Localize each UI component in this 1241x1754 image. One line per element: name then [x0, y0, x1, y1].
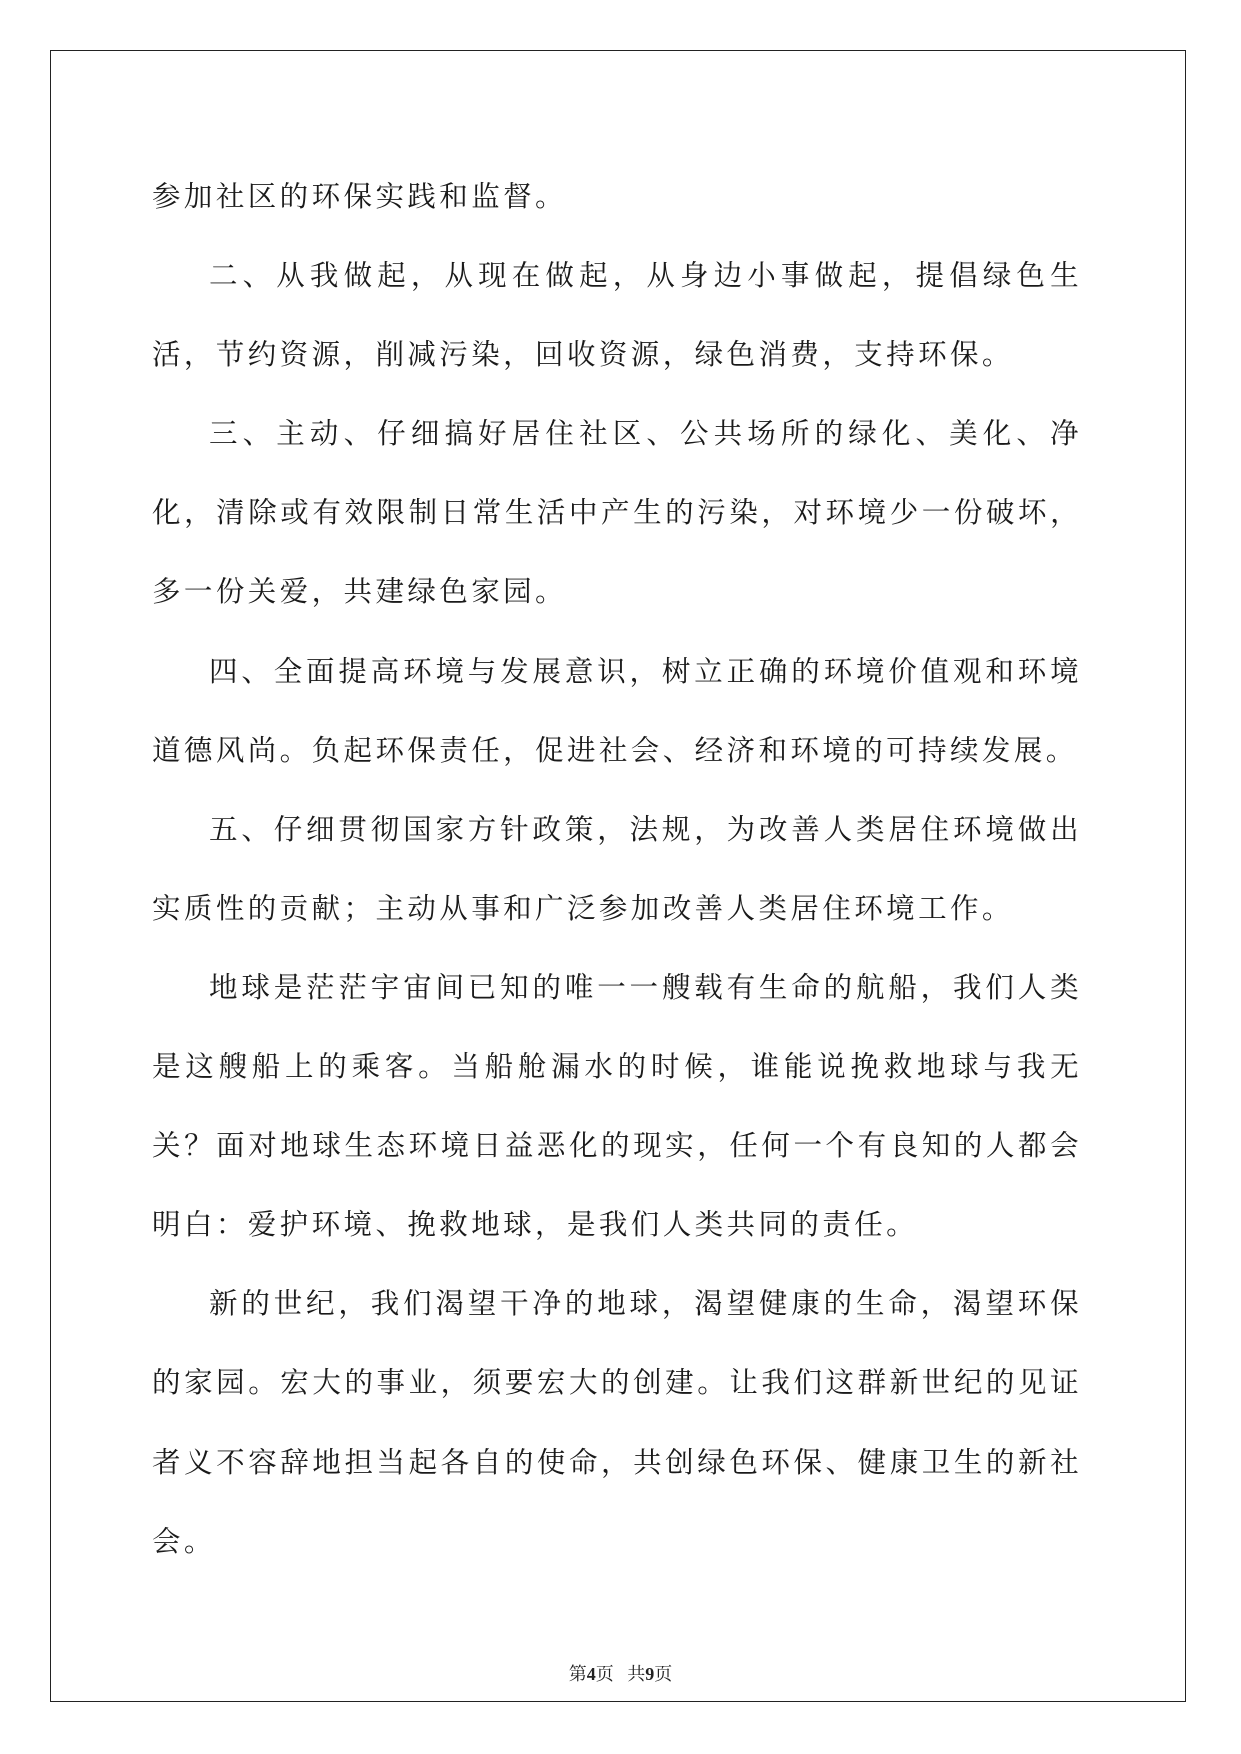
paragraph-1: 参加社区的环保实践和监督。	[152, 180, 567, 213]
paragraph-7: 新的世纪，我们渴望干净的地球，渴望健康的生命，渴望环保的家园。宏大的事业，须要宏大的创建。让我们这群新世纪的见证者义不容辞地担当起各自的使命，共创绿色环保、健康卫生的新社会。	[152, 1287, 1082, 1558]
paragraph-3: 三、主动、仔细搞好居住社区、公共场所的绿化、美化、净化，清除或有效限制日常生活中产生的污染，对环境少一份破坏，多一份关爱，共建绿色家园。	[152, 417, 1082, 609]
footer-total-pages: 9	[645, 1664, 655, 1684]
paragraph-6: 地球是茫茫宇宙间已知的唯一一艘载有生命的航船，我们人类是这艘船上的乘客。当船舱漏水的时候，谁能说挽救地球与我无关？面对地球生态环境日益恶化的现实，任何一个有良知的人都会明白：爱护环境、挽救地球，是我们人类共同的责任。	[152, 970, 1082, 1242]
paragraph-2: 二、从我做起，从现在做起，从身边小事做起，提倡绿色生活，节约资源，削减污染，回收资源，绿色消费，支持环保。	[152, 259, 1082, 372]
footer-total-prefix: 共	[627, 1664, 646, 1684]
document-body	[152, 157, 1082, 1581]
paragraph-5: 五、仔细贯彻国家方针政策，法规，为改善人类居住环境做出实质性的贡献；主动从事和广泛参加改善人类居住环境工作。	[152, 812, 1082, 925]
page-footer	[0, 1663, 1241, 1685]
footer-total-suffix: 页	[654, 1664, 673, 1684]
footer-prefix: 第	[568, 1664, 587, 1684]
footer-page-number: 4	[586, 1664, 596, 1684]
paragraph-4: 四、全面提高环境与发展意识，树立正确的环境价值观和环境道德风尚。负起环保责任，促进社会、经济和环境的可持续发展。	[152, 654, 1082, 767]
footer-page-suffix: 页	[595, 1664, 614, 1684]
